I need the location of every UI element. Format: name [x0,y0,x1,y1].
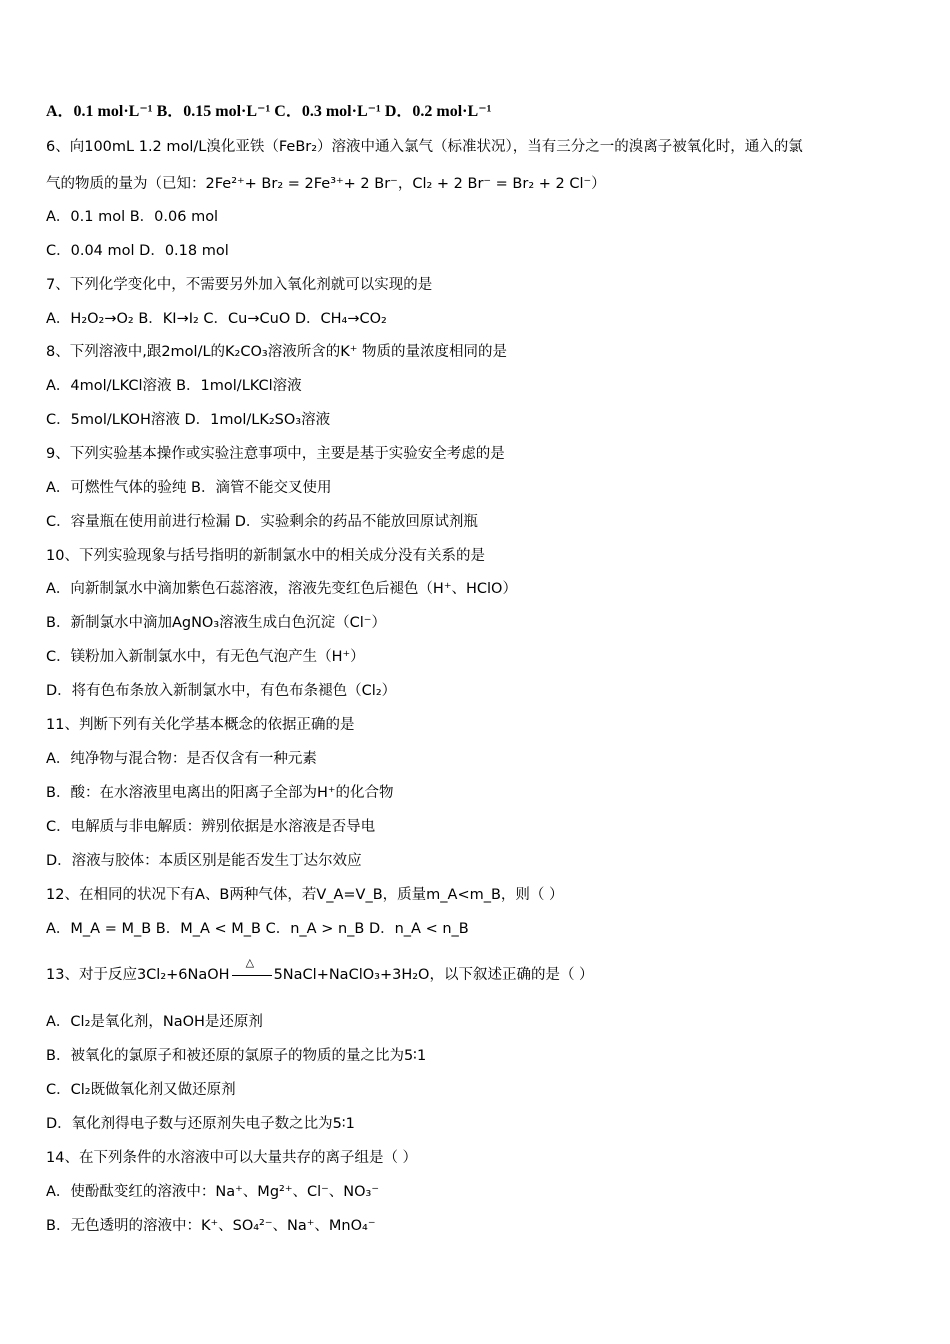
q13-option-b: B．被氧化的氯原子和被还原的氯原子的物质的量之比为5∶1 [46,1048,427,1064]
q8-options-ab: A．4mol/LKCl溶液 B．1mol/LKCl溶液 [46,378,302,394]
q11-option-d: D．溶液与胶体：本质区别是能否发生丁达尔效应 [46,853,362,869]
q13-option-a: A．Cl₂是氧化剂，NaOH是还原剂 [46,1014,263,1030]
q12-options: A．M_A = M_B B．M_A < M_B C．n_A > n_B D．n_A < n_B [46,921,469,937]
q13-option-c: C．Cl₂既做氧化剂又做还原剂 [46,1082,236,1098]
q13-stem [46,956,910,985]
q7-stem: 7、下列化学变化中，不需要另外加入氧化剂就可以实现的是 [46,277,433,293]
q11-option-a: A．纯净物与混合物：是否仅含有一种元素 [46,751,317,767]
q10-option-b: B．新制氯水中滴加AgNO₃溶液生成白色沉淀（Cl⁻） [46,615,386,631]
q12-stem: 12、在相同的状况下有A、B两种气体，若V_A=V_B，质量m_A<m_B，则（ ） [46,887,564,903]
q14-option-a: A．使酚酞变红的溶液中：Na⁺、Mg²⁺、Cl⁻、NO₃⁻ [46,1184,380,1200]
q14-option-b: B．无色透明的溶液中：K⁺、SO₄²⁻、Na⁺、MnO₄⁻ [46,1218,376,1234]
q8-stem: 8、下列溶液中,跟2mol/L的K₂CO₃溶液所含的K⁺ 物质的量浓度相同的是 [46,344,507,360]
q10-option-a: A．向新制氯水中滴加紫色石蕊溶液，溶液先变红色后褪色（H⁺、HClO） [46,581,517,597]
q6-options-cd: C．0.04 mol D．0.18 mol [46,243,229,259]
q13-reactants: 13、对于反应3Cl₂+6NaOH [46,967,230,983]
delta-icon: △ [245,956,255,969]
q13-products: 5NaCl+NaClO₃+3H₂O，以下叙述正确的是（ ） [273,967,594,983]
q6-options-ab: A．0.1 mol B．0.06 mol [46,209,219,225]
q6-stem-line2: 气的物质的量为（已知：2Fe²⁺+ Br₂ = 2Fe³⁺+ 2 Br⁻，Cl₂ + 2 Br⁻ = Br₂ + 2 Cl⁻） [46,176,606,192]
q10-option-c: C．镁粉加入新制氯水中，有无色气泡产生（H⁺） [46,649,365,665]
q6-stem-line1: 6、向100mL 1.2 mol/L溴化亚铁（FeBr₂）溶液中通入氯气（标准状况），当有三分之一的溴离子被氧化时，通入的氯 [46,139,803,155]
q10-option-d: D．将有色布条放入新制氯水中，有色布条褪色（Cl₂） [46,683,397,699]
q7-options: A．H₂O₂→O₂ B．KI→I₂ C．Cu→CuO D．CH₄→CO₂ [46,311,387,327]
q10-stem: 10、下列实验现象与括号指明的新制氯水中的相关成分没有关系的是 [46,548,485,564]
q8-options-cd: C．5mol/LKOH溶液 D．1mol/LK₂SO₃溶液 [46,412,331,428]
q14-stem: 14、在下列条件的水溶液中可以大量共存的离子组是（ ） [46,1150,418,1166]
q13-option-d: D．氧化剂得电子数与还原剂失电子数之比为5∶1 [46,1116,355,1132]
q9-options-ab: A．可燃性气体的验纯 B．滴管不能交叉使用 [46,480,332,496]
heat-condition-arrow [232,956,272,985]
q9-stem: 9、下列实验基本操作或实验注意事项中，主要是基于实验安全考虑的是 [46,446,505,462]
reaction-bar [232,975,272,976]
q11-option-b: B．酸：在水溶液里电离出的阳离子全部为H⁺的化合物 [46,785,394,801]
q5-options: A．0.1 mol·L⁻¹ B．0.15 mol·L⁻¹ C．0.3 mol·L⁻¹ D．0.2 mol·L⁻¹ [46,103,492,120]
q11-stem: 11、判断下列有关化学基本概念的依据正确的是 [46,717,355,733]
q11-option-c: C．电解质与非电解质：辨别依据是水溶液是否导电 [46,819,376,835]
q9-options-cd: C．容量瓶在使用前进行检漏 D．实验剩余的药品不能放回原试剂瓶 [46,514,478,530]
